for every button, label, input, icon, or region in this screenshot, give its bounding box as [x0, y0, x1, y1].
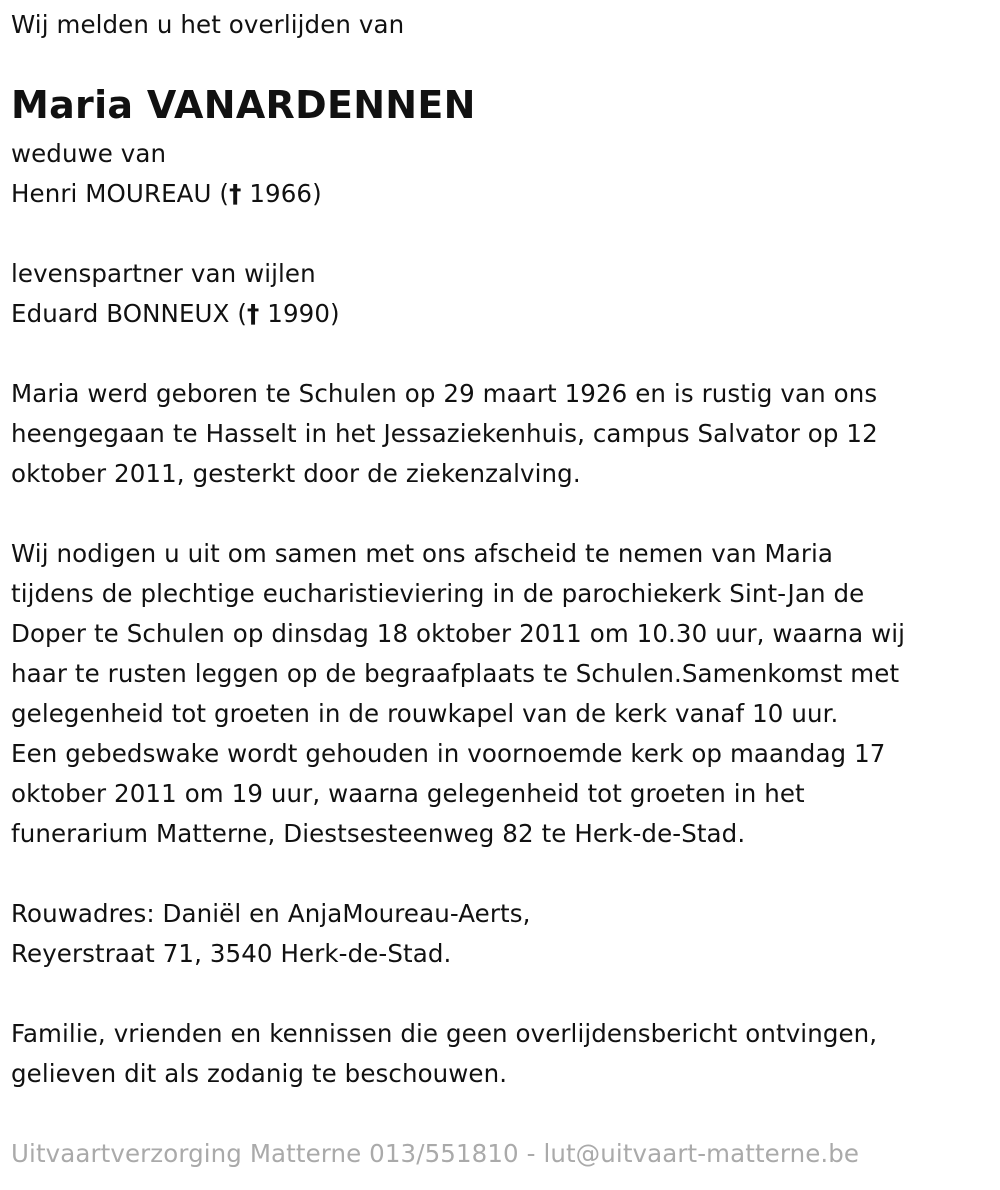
paragraph-line: oktober 2011 om 19 uur, waarna gelegenheid tot groeten in het [11, 779, 805, 808]
paragraph-line: Doper te Schulen op dinsdag 18 oktober 2011 om 10.30 uur, waarna wij [11, 619, 906, 648]
partner-name-prefix: Eduard BONNEUX ( [11, 299, 248, 328]
paragraph-line: Wij nodigen u uit om samen met ons afscheid te nemen van Maria [11, 539, 834, 568]
paragraph-line: gelieven dit als zodanig te beschouwen. [11, 1059, 508, 1088]
partner-name [11, 294, 340, 334]
paragraph-line: Een gebedswake wordt gehouden in voornoemde kerk op maandag 17 [11, 739, 886, 768]
ceremony-paragraph [11, 534, 905, 854]
paragraph-line: haar te rusten leggen op de begraafplaats te Schulen.Samenkomst met [11, 659, 900, 688]
intro-text: Wij melden u het overlijden van [11, 10, 405, 39]
paragraph-line: gelegenheid tot groeten in de rouwkapel van de kerk vanaf 10 uur. [11, 699, 839, 728]
deceased-name: Maria VANARDENNEN [11, 83, 476, 127]
spouse-block [11, 134, 322, 214]
address-line: Rouwadres: Daniël en AnjaMoureau-Aerts, [11, 899, 531, 928]
funeral-home-footer: Uitvaartverzorging Matterne 013/551810 - lut@uitvaart-matterne.be [11, 1139, 860, 1168]
address-line: Reyerstraat 71, 3540 Herk-de-Stad. [11, 939, 452, 968]
partner-block [11, 254, 340, 334]
paragraph-line: funerarium Matterne, Diestsesteenweg 82 te Herk-de-Stad. [11, 819, 746, 848]
spouse-name [11, 174, 322, 214]
birth-paragraph [11, 374, 878, 494]
paragraph-line: oktober 2011, gesterkt door de ziekenzalving. [11, 459, 581, 488]
closing-paragraph [11, 1014, 877, 1094]
spouse-death-year: 1966) [241, 179, 322, 208]
paragraph-line: Familie, vrienden en kennissen die geen overlijdensbericht ontvingen, [11, 1019, 878, 1048]
partner-label: levenspartner van wijlen [11, 259, 316, 288]
paragraph-line: tijdens de plechtige eucharistieviering in de parochiekerk Sint-Jan de [11, 579, 865, 608]
death-cross-icon: † [247, 299, 260, 328]
spouse-label: weduwe van [11, 139, 167, 168]
spouse-name-prefix: Henri MOUREAU ( [11, 179, 230, 208]
partner-death-year: 1990) [259, 299, 340, 328]
paragraph-line: Maria werd geboren te Schulen op 29 maart 1926 en is rustig van ons [11, 379, 878, 408]
mourning-address [11, 894, 530, 974]
death-cross-icon: † [229, 179, 242, 208]
paragraph-line: heengegaan te Hasselt in het Jessaziekenhuis, campus Salvator op 12 [11, 419, 878, 448]
